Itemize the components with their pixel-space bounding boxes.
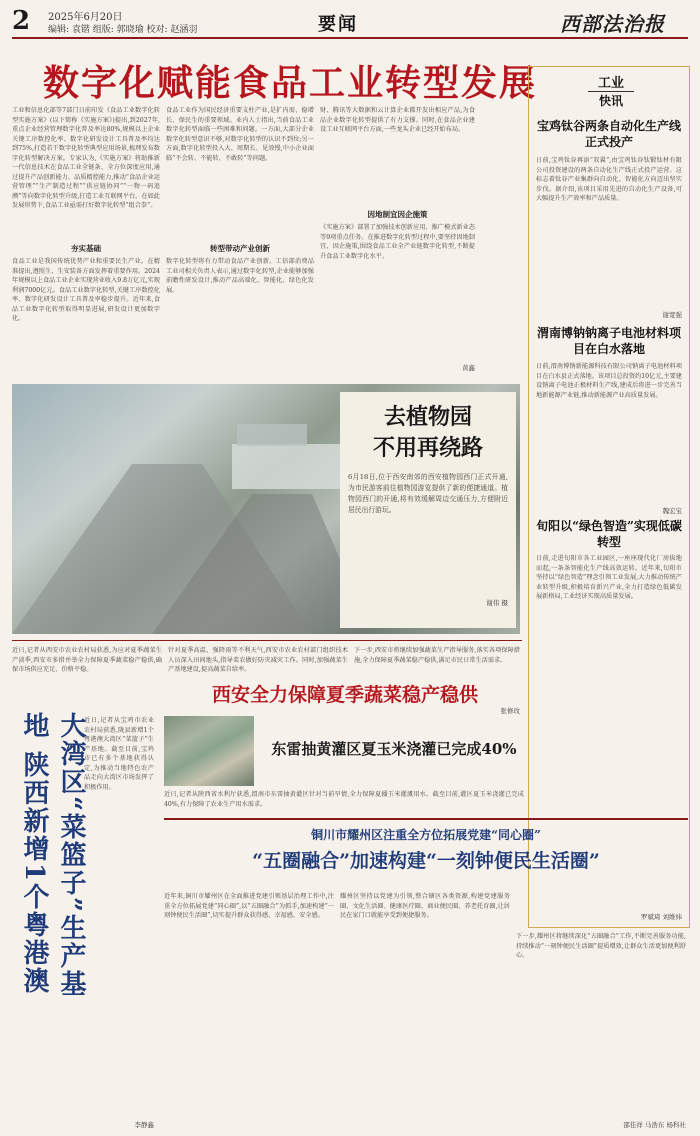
- lead-byline: 黄鑫: [462, 364, 475, 372]
- lead-subhead-2: 转型带动产业创新: [210, 244, 270, 253]
- badge-line-1: 工业: [597, 76, 624, 91]
- bottom-col-1: 近年来,铜川市耀州区在全面推进党建引领基层治理工作中,注重全方位拓展党建“同心圈”,以“五圈融合”为抓手,加速构建“一刻钟便民生活圈”,切实提升群众获得感、幸福感、安全感。: [164, 893, 334, 919]
- issue-date: 2025年6月20日: [48, 12, 123, 23]
- west-col-2: 针对夏季高温、强降雨等不利天气,西安市农业农村部门组织技术人员深入田间地头,指导菜农做好防灾减灾工作。同时,加强蔬菜生产基地建设,提高蔬菜自给率。: [168, 647, 348, 673]
- page-number: 2: [12, 6, 31, 36]
- bottom-byline: 邵佳祥 马浩东 杨科社: [623, 1121, 686, 1129]
- quick-item-2-title: 渭南博钠钠离子电池材料项目在白水落地: [536, 326, 681, 356]
- lead-column-3: [320, 106, 475, 372]
- quick-item-3-title: 旬阳以“绿色智造”实现低碳转型: [536, 519, 682, 549]
- header-rule: [12, 37, 688, 39]
- lead-col2-text: 食品工业作为国民经济重要支柱产业,是扩内需、稳增长、保民生的重要领域。业内人士指出,当前食品工业数字化转型面临一些困难和问题。一方面,大部分企业数字化转型意识不够,对数字化转型的认识不到位;另一方面,数字化转型投入大、周期长、见效慢,中小企业面临“不会转、不能转、不敢转”等问题。: [166, 107, 314, 162]
- corn-field-photo: [164, 716, 254, 786]
- vertical-story-intro: 近日,记者从西安市农业农村局获悉,为应对夏季蔬菜生产淡季,西安市多措并举全力保障夏季蔬菜稳产稳供,确保市场供应充足、价格平稳。: [12, 647, 162, 673]
- plant-text-panel: [340, 392, 516, 628]
- quick-item-2-text: 日前,渭南博钠新能源科技有限公司钠离子电池材料项目在白水县正式落地。该项目总投资约10亿元,主要建设钠离子电池正极材料生产线,建成后将进一步完善当地新能源产业链,推动新能源产业高质量发展。: [536, 363, 682, 399]
- bottom-headline: “五圈融合”加速构建“一刻钟便民生活圈”: [252, 850, 600, 872]
- lead-col2b-text: 数字化转型将有力带动食品产业创新。工信部消费品工业司相关负责人表示,通过数字化转型,企业能够加强前瞻性研发设计,推动产品高端化、智能化、绿色化发展。: [166, 258, 314, 294]
- plant-title-line-1: 去植物园: [383, 404, 472, 430]
- quick-item-3-byline: 罗斌琦 刘维炜: [640, 913, 682, 921]
- lead-column-1: [12, 106, 160, 368]
- west-byline: 张修玫: [500, 707, 520, 715]
- editors-line: 编辑: 袁锴 组版: 郭晓瑜 校对: 赵涵羽: [48, 25, 198, 35]
- vertical-story-text: 近日,记者从宝鸡市农业农村局获悉,陇县新增1个粤港澳大湾区“菜篮子”生产基地。截至目前,宝鸡市已有多个基地获得认定,为推动当地特色农产品走向大湾区市场发挥了积极作用。: [84, 717, 154, 791]
- section-name: 要闻: [318, 14, 358, 35]
- plant-title-line-2: 不用再绕路: [372, 435, 483, 461]
- quick-item-3-text: 日前,走进旬阳市各工业园区,一座座现代化厂房拔地而起,一条条智能化生产线高效运转。近年来,旬阳市坚持以“绿色智造”理念引领工业发展,大力推动传统产业转型升级,积极培育新兴产业,全力打造绿色低碳发展新格局,工业经济实现高质量发展。: [536, 555, 682, 600]
- divider: [12, 640, 522, 641]
- lead-col1b-text: 食品工业是我国传统优势产业和重要民生产业。在精准提出,遵照生、生安装备方面发挥着重要作用。2024年规模以上食品工业企业实现营业收入9.8万亿元,实现利润7000亿元。食品工业数字化转型,关键工序数控化率、数字化研发设计工具普及率稳步提升。近年来,食品工业数字化转型取得明显进展,研发设计更加数字化。: [12, 258, 160, 322]
- masthead-logo: 西部法治报: [560, 12, 665, 36]
- badge-line-2: 快讯: [588, 91, 634, 109]
- west-headline: 西安全力保障夏季蔬菜稳产稳供: [211, 684, 478, 706]
- vertical-byline: 李静鑫: [134, 1121, 154, 1129]
- lead-headline: 数字化赋能食品工业转型发展: [42, 62, 537, 104]
- bottom-kicker: 铜川市耀州区注重全方位拓展党建“同心圈”: [311, 828, 541, 842]
- quick-item-1-title: 宝鸡钛谷两条自动化生产线正式投产: [536, 119, 681, 149]
- bottom-col-3: 下一步,耀州区将继续深化“五圈融合”工作,不断完善服务功能,持续推动“一刻钟便民生活圈”提质增效,让群众生活更加便利舒心。: [516, 933, 686, 959]
- harvest-text: 近日,记者从陕西省水利厅获悉,渭南市东雷抽黄灌区针对当前旱情,全力保障夏播玉米灌溉用水。截至目前,灌区夏玉米浇灌已完成40%,有力保障了农业生产用水需求。: [164, 791, 524, 808]
- plant-caption: 6月18日,位于西安南郊的西安植物园西门正式开通,为市民游客前往植物园游览提供了新的便捷通道。植物园西门的开通,将有效缓解周边交通压力,方便附近居民出行游玩。: [348, 473, 508, 514]
- lead-subhead-1: 夯实基础: [71, 244, 101, 253]
- quick-item-1-byline: 谢宽强: [662, 311, 682, 319]
- lead-column-2: [166, 106, 314, 368]
- lead-col1-text: 工业和信息化部等7部门日前印发《食品工业数字化转型实施方案》(以下简称《实施方案》)提出,到2027年,重点企业经营管理数字化普及率达80%,规模以上企业关键工序数控化率、数字化研发设计工具普及率均达到75%,打造若干数字化转型典型应用场景,梳理发布数字化转型解决方案。专家认为,《实施方案》将助推新一代信息技术在食品工业全链条、全方位深度应用,通过提升产品创新能力、品质精控能力,推动“食品企业运营管理”“生产制造过程”“供应链协同”“一物一码追溯”等向数字化转型升级,打造工业互联网平台。在如此发展形势下,食品工业亟需打好数字化转型“组合拳”。: [12, 107, 160, 209]
- bottom-col-2: 耀州区坚持以党建为引领,整合辖区各类资源,构建党建服务圈、文化生活圈、健康医疗圈、商业便民圈、养老托育圈,让居民在家门口就能享受到便捷服务。: [340, 893, 510, 919]
- vertical-headline: 大湾区“菜篮子”生产基地 陕西新增1个粤港澳: [19, 712, 86, 998]
- plant-byline: 谢伟 摄: [486, 599, 508, 607]
- quick-item-1-text: 日前,宝鸡钛谷再添“双翼”,由宝鸡钛谷钛锻钛材有限公司投资建设的两条自动化生产线正式投产运营。这标志着钛谷产业集群向自动化、智能化方向迈出坚实步伐。据介绍,该项目采用先进的自动化生产设备,可大幅提升生产效率和产品质量。: [536, 157, 682, 202]
- lead-col3-text: 财、腾讯等大数据和云计算企业都开发出相应产品,为食品企业数字化转型提供了有力支撑。同时,在食品企业建设工业互联网平台方面,一些龙头企业已经开始布局。: [320, 107, 475, 133]
- quick-news-badge: [588, 72, 634, 112]
- lead-subhead-3: 因地制宜因企施策: [367, 210, 428, 219]
- bottom-rule: [164, 818, 688, 820]
- quick-item-2-byline: 魏宏宝: [662, 507, 682, 515]
- west-col-3: 下一步,西安市将继续加强蔬菜生产指导服务,落实各项保障措施,全力保障夏季蔬菜稳产稳供,满足市民日常生活需求。: [354, 647, 520, 664]
- harvest-headline: 东雷抽黄灌区夏玉米浇灌已完成40%: [271, 740, 517, 758]
- lead-col3b-text: 《实施方案》部署了加强技术创新应用、推广模式新业态等9项重点任务。在推进数字化转型过程中,要坚持因地制宜、因企施策,围绕食品工业全产业链数字化转型,不断提升食品工业数字化水平。: [320, 224, 475, 260]
